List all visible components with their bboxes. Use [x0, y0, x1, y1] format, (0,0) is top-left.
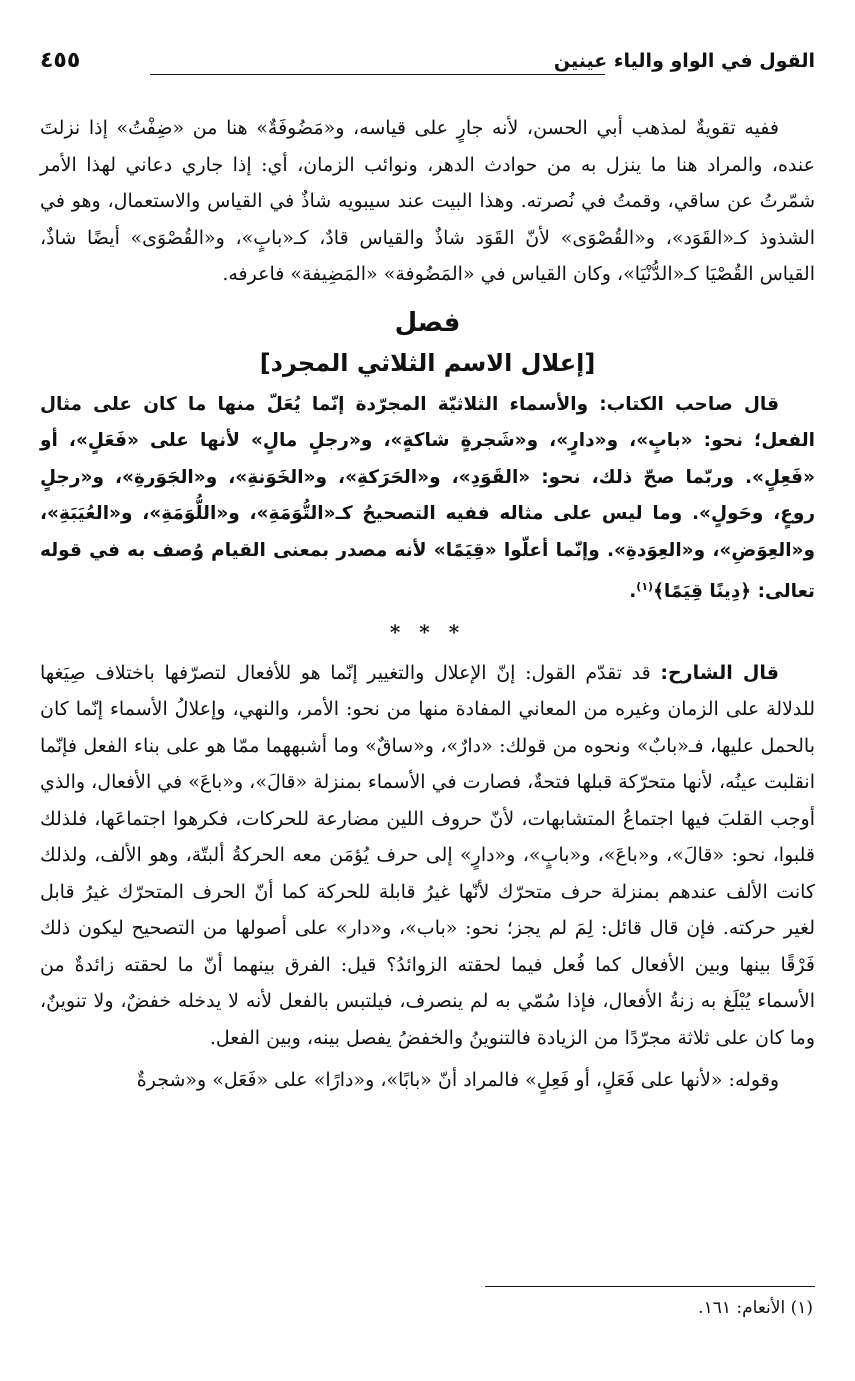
footnote: (١) الأنعام: ١٦١.	[698, 1298, 813, 1318]
sharh-lead: قال الشارح:	[660, 661, 779, 684]
page-body	[40, 110, 815, 1099]
sharh-text: قد تقدّم القول: إنّ الإعلال والتغيير إنّما هو للأفعال لتصرّفها باختلاف صِيَغها للدلالة على الزمان وغيره من المعاني المفادة منها من نحو: الأمر، والنهي، وإعلالُ الأسماء إنّما كان بالحمل عليها، فـ«بابٌ» ونحوه من قولك: «دارٌ»، و«ساقٌ» وما أشبههما ممّا هو على بناء الفعل فإنّما انقلبت عينُه، لأنها متحرّكة قبلها فتحةٌ، فصارت في الأسماء بمنزلة «قالَ»، و«باعَ» في الأفعال، والذي أوجب القلبَ فيها اجتماعُ المتشابهات، لأنّ حروف اللين مضارعة للحركات، فكرهوا اجتماعَها، فلذلك قلبوا، نحو: «قالَ»، و«باعَ»، و«بابٍ»، و«دارٍ» إلى حرف يُؤمَن معه الحركةُ ألبتّة، وهو الألف، ولذلك كانت الألف عندهم بمنزلة حرف متحرّك لأنّها غيرُ قابلة للحركة كما أنّ الحرف المتحرّك غيرُ قابل لغير حركته. فإن قال قائل: لِمَ لم يجز؛ نحو: «باب»، و«دار» على أصولها من التصحيح ليكون ذلك فَرْقًا بينها وبين الأفعال كما فُعل فيما لحقته الزوائدُ؟ قيل: الفرق بينهما أنّ ما لحقته زائدةٌ من الأسماء يُبْلَغ به زنةُ الأفعال، فإذا سُمّي به لم ينصرف، فيلتبس بالفعل لأنه لا يدخله خفضٌ، ولا تنوينٌ، وما كان على ثلاثة مجرّدًا من الزيادة فالتنوينُ والخفضُ يفصل بينه، وبين الفعل.	[40, 661, 816, 1049]
sharh-paragraph	[40, 655, 815, 1057]
section-separator: * * *	[389, 619, 466, 644]
paragraph-intro: ففيه تقويةٌ لمذهب أبي الحسن، لأنه جارٍ على قياسه، و«مَضُوفَةٌ» هنا من «ضِفْتُ» إذا نزلتَ عنده، والمراد هنا ما ينزل به من حوادث الدهر، ونوائب الزمان، أي: إذا جاري دعاني لهذا الأمر شمّرتُ عن ساقي، وقمتُ في نُصرته. وهذا البيت عند سيبويه شاذٌ في القياس والاستعمال، وهو في الشذوذ كـ«القَوَد»، و«القُصْوَى» لأنّ القَوَد شاذٌ والقياس قادٌ، كـ«بابٍ»، و«القُصْوَى» أيضًا شاذٌ، القياس القُصْيَا كـ«الدُّنْيَا»، وكان القياس في «المَضُوفة» «المَضِيفة» فاعرفه.	[40, 117, 815, 285]
section-subheading: [إعلال الاسم الثلاثي المجرد]	[259, 348, 596, 377]
matn-paragraph: قال صاحب الكتاب: والأسماء الثلاثيّة المجرّدة إنّما يُعَلّ منها ما كان على مثال الفعل؛ نحو: «بابٍ»، و«دارٍ»، و«شَجرةٍ شاكةٍ»، و«رجلٍ مالٍ» لأنها على «فَعَلٍ»، أو «فَعِلٍ». وربّما صحّ ذلك، نحو: «القَوَدِ»، و«الحَرَكةِ»، و«الخَوَنةِ»، و«الجَوَرةِ»، و«رجلٍ روعٍ، وحَولٍ». وما ليس على مثاله ففيه التصحيحُ كـ«التُّوَمَةِ»، و«اللُّوَمَةِ»، و«العُيَبَةِ»، و«العِوَضِ»، و«العِوَدةِ». وإنّما أعلّوا «قِيَمًا» لأنه مصدر بمعنى القيام وُصف به في قوله تعالى: ﴿دِينًا قِيَمًا﴾$^{(١)}$.	[40, 393, 815, 603]
last-paragraph: وقوله: «لأنها على فَعَلٍ، أو فَعِلٍ» فالمراد أنّ «بابًا»، و«دارًا» على «فَعَل» و«شجرةٌ	[136, 1069, 779, 1092]
matn-text: قال صاحب الكتاب: والأسماء الثلاثيّة المجرّدة إنّما يُعَلّ منها ما كان على مثال الفعل؛ نحو: «بابٍ»، و«دارٍ»، و«شَجرةٍ شاكةٍ»، و«رجلٍ مالٍ» لأنها على «فَعَلٍ»، أو «فَعِلٍ». وربّما صحّ ذلك، نحو: «القَوَدِ»، و«الحَرَكةِ»، و«الخَوَنةِ»، و«الجَوَرةِ»، و«رجلٍ روعٍ، وحَولٍ». وما ليس على مثاله ففيه التصحيحُ كـ«التُّوَمَةِ»، و«اللُّوَمَةِ»، و«العُيَبَةِ»، و«العِوَضِ»، و«العِوَدةِ». وإنّما أعلّوا «قِيَمًا» لأنه مصدر بمعنى القيام وُصف به في قوله تعالى: ﴿دِينًا قِيَمًا﴾	[40, 393, 815, 603]
header-rule	[150, 74, 605, 75]
section-heading: فصل	[394, 307, 461, 338]
footnote-marker: (١)	[636, 580, 654, 593]
page-header	[40, 44, 815, 84]
footnote-rule	[485, 1286, 815, 1287]
running-title: القول في الواو والياء عينين	[553, 50, 815, 72]
page-number: ٤٥٥	[40, 48, 81, 73]
